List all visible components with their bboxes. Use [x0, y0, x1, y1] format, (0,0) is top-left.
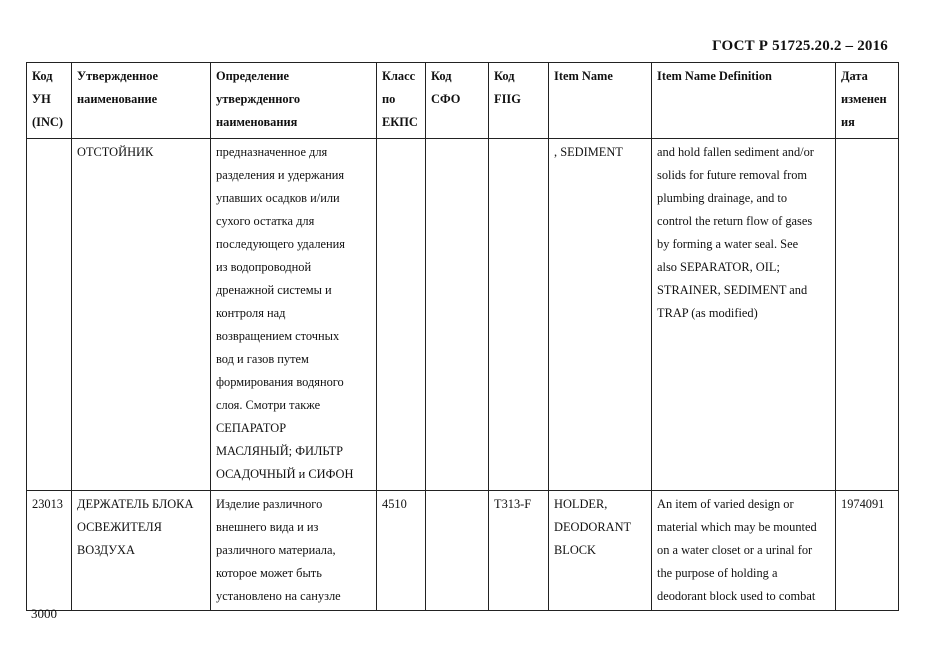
- date-cell: [836, 139, 899, 491]
- table-row: [27, 139, 899, 491]
- col-header-class: Класс по ЕКПС: [377, 63, 426, 139]
- col-header-item-name-definition: Item Name Definition: [652, 63, 836, 139]
- catalog-table: [26, 62, 899, 611]
- col-header-definition: Определение утвержденного наименования: [211, 63, 377, 139]
- date-cell: 1974091: [836, 491, 899, 611]
- document-code: ГОСТ Р 51725.20.2 – 2016: [712, 38, 888, 54]
- class-cell: [377, 139, 426, 491]
- col-header-fiig: Код FIIG: [489, 63, 549, 139]
- page-number: 3000: [31, 606, 57, 621]
- col-header-date: Дата изменен ия: [836, 63, 899, 139]
- col-header-item-name: Item Name: [549, 63, 652, 139]
- col-header-sfo: Код СФО: [426, 63, 489, 139]
- table-row: [27, 491, 899, 611]
- item-name-definition-cell: An item of varied design or material which may be mounted on a water closet or a urinal for the purpose of holding a deodorant block used to combat: [652, 491, 836, 611]
- item-name-cell: HOLDER, DEODORANT BLOCK: [549, 491, 652, 611]
- inc-cell: 23013: [27, 491, 72, 611]
- definition-cell: предназначенное для разделения и удержания упавших осадков и/или сухого остатка для последующего удаления из водопроводной дренажной системы и контроля над возвращением сточных вод и газов путем формирования водяного слоя. Смотри также СЕПАРАТОР МАСЛЯНЫЙ; ФИЛЬТР ОСАДОЧНЫЙ и СИФОН: [211, 139, 377, 491]
- item-name-cell: , SEDIMENT: [549, 139, 652, 491]
- inc-cell: [27, 139, 72, 491]
- col-header-inc: Код УН (INC): [27, 63, 72, 139]
- class-cell: 4510: [377, 491, 426, 611]
- definition-cell: Изделие различного внешнего вида и из различного материала, которое может быть установлено на санузле: [211, 491, 377, 611]
- col-header-approved-name: Утвержденное наименование: [72, 63, 211, 139]
- sfo-cell: [426, 139, 489, 491]
- approved-name-cell: ОТСТОЙНИК: [72, 139, 211, 491]
- approved-name-cell: ДЕРЖАТЕЛЬ БЛОКА ОСВЕЖИТЕЛЯ ВОЗДУХА: [72, 491, 211, 611]
- table-header-row: [27, 63, 899, 139]
- fiig-cell: [489, 139, 549, 491]
- fiig-cell: T313-F: [489, 491, 549, 611]
- item-name-definition-cell: and hold fallen sediment and/or solids for future removal from plumbing drainage, and to control the return flow of gases by forming a water seal. See also SEPARATOR, OIL; STRAINER, SEDIMENT and TRAP (as modified): [652, 139, 836, 491]
- sfo-cell: [426, 491, 489, 611]
